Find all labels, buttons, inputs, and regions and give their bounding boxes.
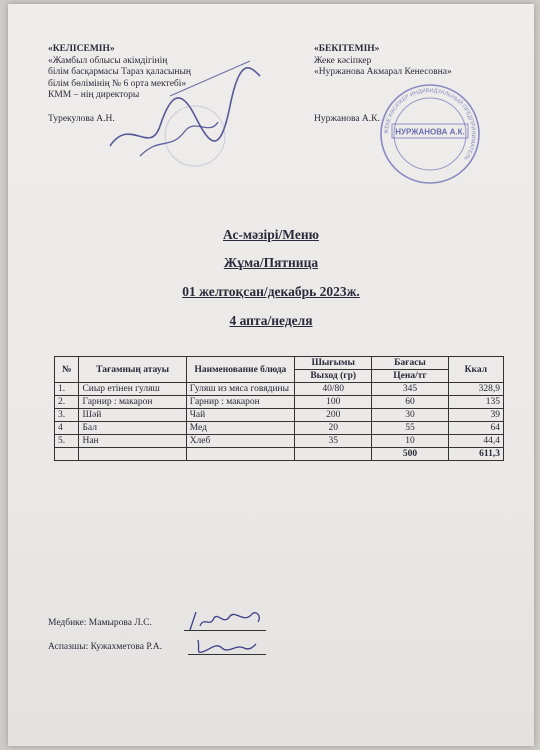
approval-right-heading: «БЕКІТЕМІН» bbox=[314, 44, 380, 54]
cell-name-kaz: Сиыр етінен гуляш bbox=[79, 383, 186, 396]
cell-kcal: 64 bbox=[448, 422, 503, 435]
approval-right bbox=[314, 44, 452, 79]
col-yield-kaz-header: Шығымы bbox=[295, 357, 372, 370]
col-price-rus-header: Цена/тг bbox=[372, 370, 448, 383]
cell-kcal: 39 bbox=[448, 409, 503, 422]
approval-left-heading: «КЕЛІСЕМІН» bbox=[48, 44, 115, 54]
cell-num: 3. bbox=[55, 409, 79, 422]
cell-kcal: 135 bbox=[448, 396, 503, 409]
col-yield-rus-header: Выход (гр) bbox=[295, 370, 372, 383]
table-row bbox=[55, 396, 504, 409]
nurse-signature-line: Медбике: Мамырова Л.С. bbox=[48, 618, 152, 628]
menu-date: 01 желтоқсан/декабрь 2023ж. bbox=[182, 284, 360, 299]
approval-left-line: білім бөлімінің № 6 орта мектебі» bbox=[48, 78, 187, 89]
cell-yield: 40/80 bbox=[295, 383, 372, 396]
cell-empty bbox=[55, 448, 79, 461]
table-row bbox=[55, 409, 504, 422]
cell-price: 55 bbox=[372, 422, 448, 435]
cell-price: 345 bbox=[372, 383, 448, 396]
stamp-ring-text: ЖЕКЕ КӘСІПКЕР ИНДИВИДУАЛЬНЫЙ ПРЕДПРИНИМАТЕЛЬ bbox=[383, 87, 477, 162]
cell-yield: 35 bbox=[295, 435, 372, 448]
table-row bbox=[55, 383, 504, 396]
cell-empty bbox=[295, 448, 372, 461]
cell-name-kaz: Нан bbox=[79, 435, 186, 448]
cook-signature-icon bbox=[190, 634, 260, 658]
col-name-rus-header: Наименование блюда bbox=[186, 357, 294, 383]
approval-right-line: «Нуржанова Акмарал Кенесовна» bbox=[314, 67, 452, 77]
cell-price: 10 bbox=[372, 435, 448, 448]
cell-name-kaz: Бал bbox=[79, 422, 186, 435]
cell-num: 5. bbox=[55, 435, 79, 448]
cell-name-rus: Гарнир : макарон bbox=[186, 396, 294, 409]
table-row bbox=[55, 435, 504, 448]
cell-num: 4 bbox=[55, 422, 79, 435]
entrepreneur-stamp-icon bbox=[378, 82, 482, 186]
cell-empty bbox=[186, 448, 294, 461]
cell-name-rus: Гуляш из мяса говядины bbox=[186, 383, 294, 396]
cell-yield: 20 bbox=[295, 422, 372, 435]
cell-num: 2. bbox=[55, 396, 79, 409]
col-price-kaz-header: Бағасы bbox=[372, 357, 448, 370]
director-signature-icon bbox=[100, 56, 270, 176]
cell-price: 60 bbox=[372, 396, 448, 409]
cell-yield: 200 bbox=[295, 409, 372, 422]
cell-name-kaz: Шәй bbox=[79, 409, 186, 422]
approval-right-line: Жеке кәсіпкер bbox=[314, 55, 372, 66]
total-price: 500 bbox=[372, 448, 448, 461]
menu-weekday: Жұма/Пятница bbox=[223, 255, 319, 270]
nurse-signature-icon bbox=[186, 608, 266, 634]
menu-week: 4 апта/неделя bbox=[229, 313, 313, 328]
stamp-center-text: НУРЖАНОВА А.К. bbox=[395, 127, 465, 137]
approval-left-line: КММ – нің директоры bbox=[48, 90, 140, 100]
col-kcal-header: Ккал bbox=[448, 357, 503, 383]
cell-kcal: 328,9 bbox=[448, 383, 503, 396]
cell-num: 1. bbox=[55, 383, 79, 396]
cook-signature-line: Аспазшы: Кужахметова Р.А. bbox=[48, 642, 163, 652]
document-page bbox=[8, 4, 534, 746]
cell-name-rus: Мед bbox=[186, 422, 294, 435]
table-total-row bbox=[55, 448, 504, 461]
approval-left-signer: Турекулова А.Н. bbox=[48, 114, 115, 124]
approval-left-line: білім басқармасы Тараз қаласының bbox=[48, 67, 191, 77]
table-header-row bbox=[55, 357, 504, 370]
menu-title: Ас-мәзірі/Меню bbox=[223, 227, 319, 242]
cell-empty bbox=[79, 448, 186, 461]
cell-yield: 100 bbox=[295, 396, 372, 409]
total-kcal: 611,3 bbox=[448, 448, 503, 461]
table-row bbox=[55, 422, 504, 435]
approval-right-signer: Нуржанова А.К. bbox=[314, 114, 380, 124]
cell-name-kaz: Гарнир : макарон bbox=[79, 396, 186, 409]
cell-name-rus: Хлеб bbox=[186, 435, 294, 448]
col-name-kaz-header: Тағамның атауы bbox=[79, 357, 186, 383]
cell-price: 30 bbox=[372, 409, 448, 422]
cell-name-rus: Чай bbox=[186, 409, 294, 422]
col-num-header: № bbox=[55, 357, 79, 383]
menu-table bbox=[54, 356, 504, 461]
cell-kcal: 44,4 bbox=[448, 435, 503, 448]
approval-left-line: «Жамбыл облысы әкімдігінің bbox=[48, 55, 168, 66]
